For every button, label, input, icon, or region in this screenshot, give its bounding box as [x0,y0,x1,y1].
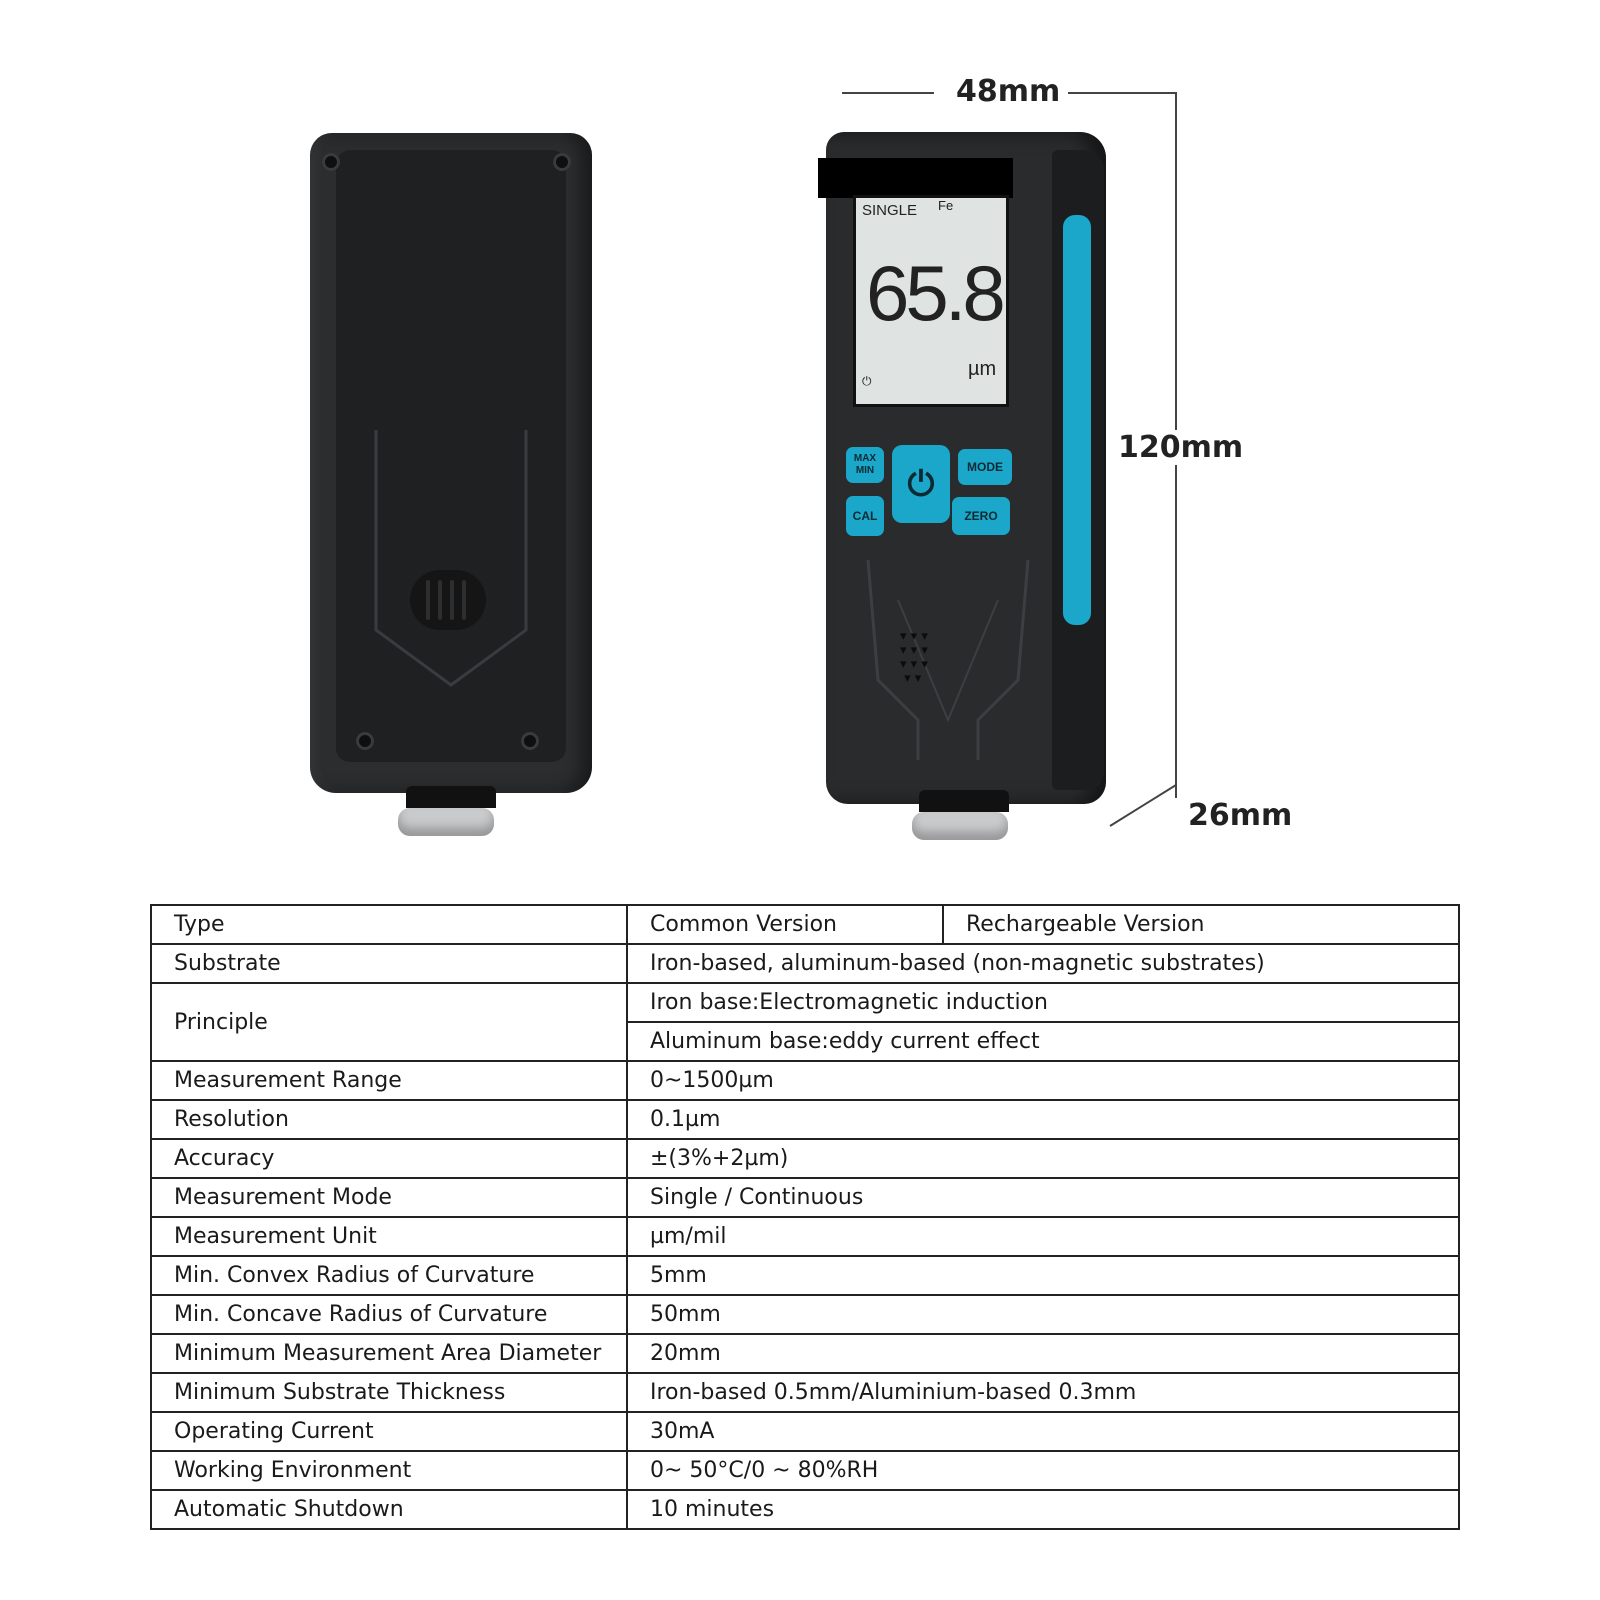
table-row [151,1451,1459,1490]
power-button[interactable] [892,445,950,523]
buzzer-holes-icon: ▾ ▾ ▾ ▾ ▾ ▾ ▾ ▾ ▾ ▾ ▾ [900,629,928,686]
spec-value: Single / Continuous [627,1178,1459,1217]
back-chevron-shape [336,430,566,700]
spec-header-rechargeable: Rechargeable Version [943,905,1459,944]
width-label: 48mm [948,74,1068,109]
depth-label: 26mm [1188,798,1293,833]
width-dimension-line [1060,92,1176,94]
spec-label: Operating Current [151,1412,627,1451]
spec-value: Iron-based 0.5mm/Aluminium-based 0.3mm [627,1373,1459,1412]
speaker-grill [410,570,486,630]
table-row [151,1256,1459,1295]
table-row [151,1217,1459,1256]
spec-value: 50mm [627,1295,1459,1334]
spec-value: 5mm [627,1256,1459,1295]
spec-label: Type [151,905,627,944]
power-icon: ⏻ [907,465,935,503]
spec-value: 0.1µm [627,1100,1459,1139]
spec-value: 20mm [627,1334,1459,1373]
spec-label: Minimum Measurement Area Diameter [151,1334,627,1373]
width-dimension-line [842,92,934,94]
spec-value: 30mA [627,1412,1459,1451]
max-min-button[interactable]: MAX MIN [846,447,884,483]
mode-button[interactable]: MODE [958,449,1012,485]
table-row [151,1139,1459,1178]
spec-value: 10 minutes [627,1490,1459,1529]
cal-button[interactable]: CAL [846,496,884,536]
screw-icon [322,153,340,171]
spec-value: Iron base:Electromagnetic induction [627,983,1459,1022]
spec-label: Automatic Shutdown [151,1490,627,1529]
accent-stripe [1063,215,1091,625]
table-row [151,1412,1459,1451]
spec-label: Measurement Mode [151,1178,627,1217]
spec-label: Working Environment [151,1451,627,1490]
spec-label: Accuracy [151,1139,627,1178]
power-indicator-icon: ⏻ [862,374,872,388]
spec-label: Min. Convex Radius of Curvature [151,1256,627,1295]
screw-icon [521,732,539,750]
spec-value: 0~1500µm [627,1061,1459,1100]
spec-value: µm/mil [627,1217,1459,1256]
spec-label: Min. Concave Radius of Curvature [151,1295,627,1334]
screw-icon [553,153,571,171]
spec-label: Resolution [151,1100,627,1139]
spec-label: Measurement Range [151,1061,627,1100]
table-row [151,983,1459,1022]
logo-redaction [818,158,1013,198]
zero-button[interactable]: ZERO [952,497,1010,535]
front-probe [912,790,1016,840]
lcd-reading: 65.8 [866,249,1002,337]
table-row [151,1100,1459,1139]
depth-dimension-line [1106,780,1186,830]
spec-header-common: Common Version [627,905,943,944]
spec-value: 0~ 50°C/0 ~ 80%RH [627,1451,1459,1490]
spec-value: Iron-based, aluminum-based (non-magnetic substrates) [627,944,1459,983]
spec-label: Minimum Substrate Thickness [151,1373,627,1412]
table-row [151,1334,1459,1373]
spec-table [150,904,1460,1530]
table-row [151,1061,1459,1100]
back-probe [398,786,504,836]
lcd-unit: µm [968,358,997,380]
spec-value: Aluminum base:eddy current effect [627,1022,1459,1061]
spec-label: Principle [151,983,627,1061]
lcd-mode: SINGLE [862,202,918,219]
height-label: 120mm [1118,430,1244,465]
spec-label: Measurement Unit [151,1217,627,1256]
screw-icon [356,732,374,750]
table-row [151,905,1459,944]
lcd-display [853,195,1009,407]
table-row [151,1373,1459,1412]
table-row [151,1490,1459,1529]
table-row [151,1178,1459,1217]
lcd-substrate: Fe [938,198,954,213]
spec-label: Substrate [151,944,627,983]
spec-value: ±(3%+2µm) [627,1139,1459,1178]
table-row [151,944,1459,983]
table-row [151,1295,1459,1334]
